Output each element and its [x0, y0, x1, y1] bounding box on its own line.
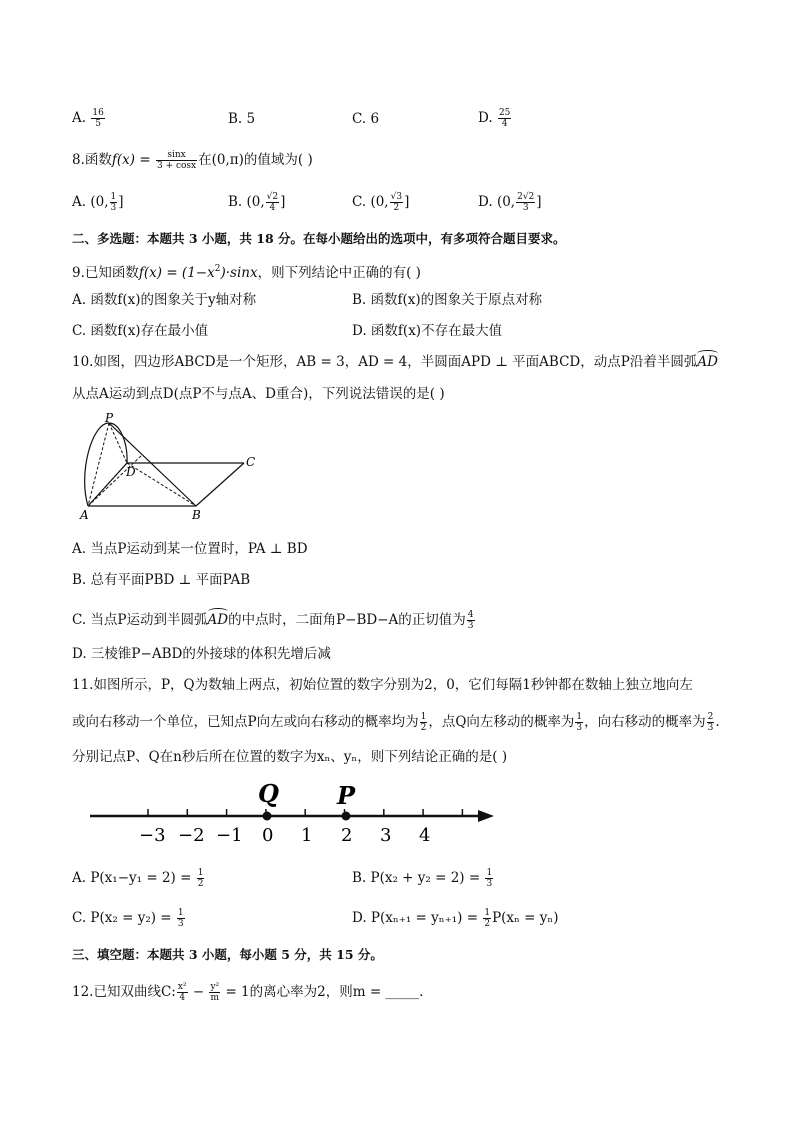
q11-stem-line2: 或向右移动一个单位，已知点P向左或向右移动的概率均为 $\frac{1}{2}$ ，点Q向左移动的概率为 $\frac{1}{3}$ ，向右移动的概率为 $\frac{2}{3}$ . — [72, 712, 720, 733]
q10-option-a: A. 当点P运动到某一位置时，PA ⊥ BD — [72, 541, 308, 557]
q10-option-c: C. 当点P运动到半圆弧AD的中点时，二面角P−BD−A的正切值为 $\frac{4}{3}$ — [72, 610, 474, 631]
number-line-figure — [86, 776, 498, 846]
q8-option-b: B. (0, $\frac{√2}{4}$ ] — [228, 192, 286, 213]
label-c: C — [246, 455, 256, 469]
q10-stem-line1: 10.如图，四边形ABCD是一个矩形，AB = 3，AD = 4，半圆面APD ⊥ 平面ABCD，动点P沿着半圆弧AD — [72, 354, 718, 370]
q8-option-c: C. (0, $\frac{√3}{2}$ ] — [352, 192, 410, 213]
tick-label: 2 — [341, 825, 353, 846]
q10-option-b: B. 总有平面PBD ⊥ 平面PAB — [72, 572, 251, 588]
label-p: P — [337, 781, 356, 810]
q7-option-d: D. $\frac{25}{4}$ — [478, 108, 511, 129]
tick-label: 0 — [262, 825, 274, 846]
label-p: P — [105, 413, 114, 425]
point-q-dot — [263, 812, 272, 821]
label-b: B — [192, 508, 201, 521]
q7-option-a: A. $\frac{16}{5}$ — [72, 108, 104, 129]
arc-ad-notation: AD — [697, 354, 718, 370]
q7-option-c: C. 6 — [352, 111, 380, 127]
q11-stem-line1: 11.如图所示，P，Q为数轴上两点，初始位置的数字分别为2，0，它们每隔1秒钟都在数轴上独立地向左 — [72, 677, 693, 693]
q9-option-d: D. 函数f(x)不存在最大值 — [352, 323, 503, 339]
q10-option-d: D. 三棱锥P−ABD的外接球的体积先增后减 — [72, 646, 331, 662]
tick-label: 1 — [301, 825, 313, 846]
q10-stem-line2: 从点A运动到点D(点P不与点A、D重合)，下列说法错误的是( ) — [72, 386, 445, 402]
q11-option-c: C. P(x₂ = y₂) = $\frac{1}{3}$ — [72, 908, 184, 929]
tick-label: −2 — [178, 825, 205, 846]
q11-option-d: D. P(xₙ₊₁ = yₙ₊₁) = $\frac{1}{2}$ P(xₙ = yₙ) — [352, 908, 559, 929]
q8-option-d: D. (0, $\frac{2√2}{3}$ ] — [478, 192, 542, 213]
q9-option-c: C. 函数f(x)存在最小值 — [72, 323, 209, 339]
label-d: D — [126, 465, 136, 479]
q9-stem: 9.已知函数$f(x) = (1-x^2)\cdot\sin x$，则下列结论中正确的有( ) — [72, 264, 421, 281]
q8-option-a: A. (0, $\frac{1}{3}$ ] — [72, 192, 124, 213]
tick-label: 3 — [380, 825, 392, 846]
q7-option-b: B. 5 — [228, 111, 256, 127]
q12-stem: 12.已知双曲线C: $\frac{\text{x²}}{4}$ − $\frac{\text{y²}}{m}$ = 1的离心率为2，则m = _____. — [72, 982, 424, 1003]
label-a: A — [80, 508, 89, 521]
q10-geometry-figure — [72, 413, 272, 521]
tick-label: 4 — [419, 825, 431, 846]
q8-stem: 8.函数f(x) = $\frac{\sin x}{3 + \cos x}$ 在(0,π)的值域为( ) — [72, 150, 313, 171]
point-p-dot — [342, 812, 351, 821]
arc-ad-notation: AD — [207, 612, 229, 628]
q11-stem-line3: 分别记点P、Q在n秒后所在位置的数字为xₙ、yₙ，则下列结论正确的是( ) — [72, 749, 508, 765]
q9-option-a: A. 函数f(x)的图象关于y轴对称 — [72, 292, 257, 308]
tick-label: −1 — [216, 825, 243, 846]
section-3-heading: 三、填空题：本题共 3 小题，每小题 5 分，共 15 分。 — [72, 947, 383, 962]
q11-option-b: B. P(x₂ + y₂ = 2) = $\frac{1}{3}$ — [352, 868, 493, 889]
q9-option-b: B. 函数f(x)的图象关于原点对称 — [352, 292, 543, 308]
label-q: Q — [258, 779, 279, 808]
tick-label: −3 — [139, 825, 166, 846]
arrow-right-icon — [478, 810, 494, 822]
q11-option-a: A. P(x₁−y₁ = 2) = $\frac{1}{2}$ — [72, 868, 204, 889]
section-2-heading: 二、多选题：本题共 3 小题，共 18 分。在每小题给出的选项中，有多项符合题目要求。 — [72, 231, 566, 246]
